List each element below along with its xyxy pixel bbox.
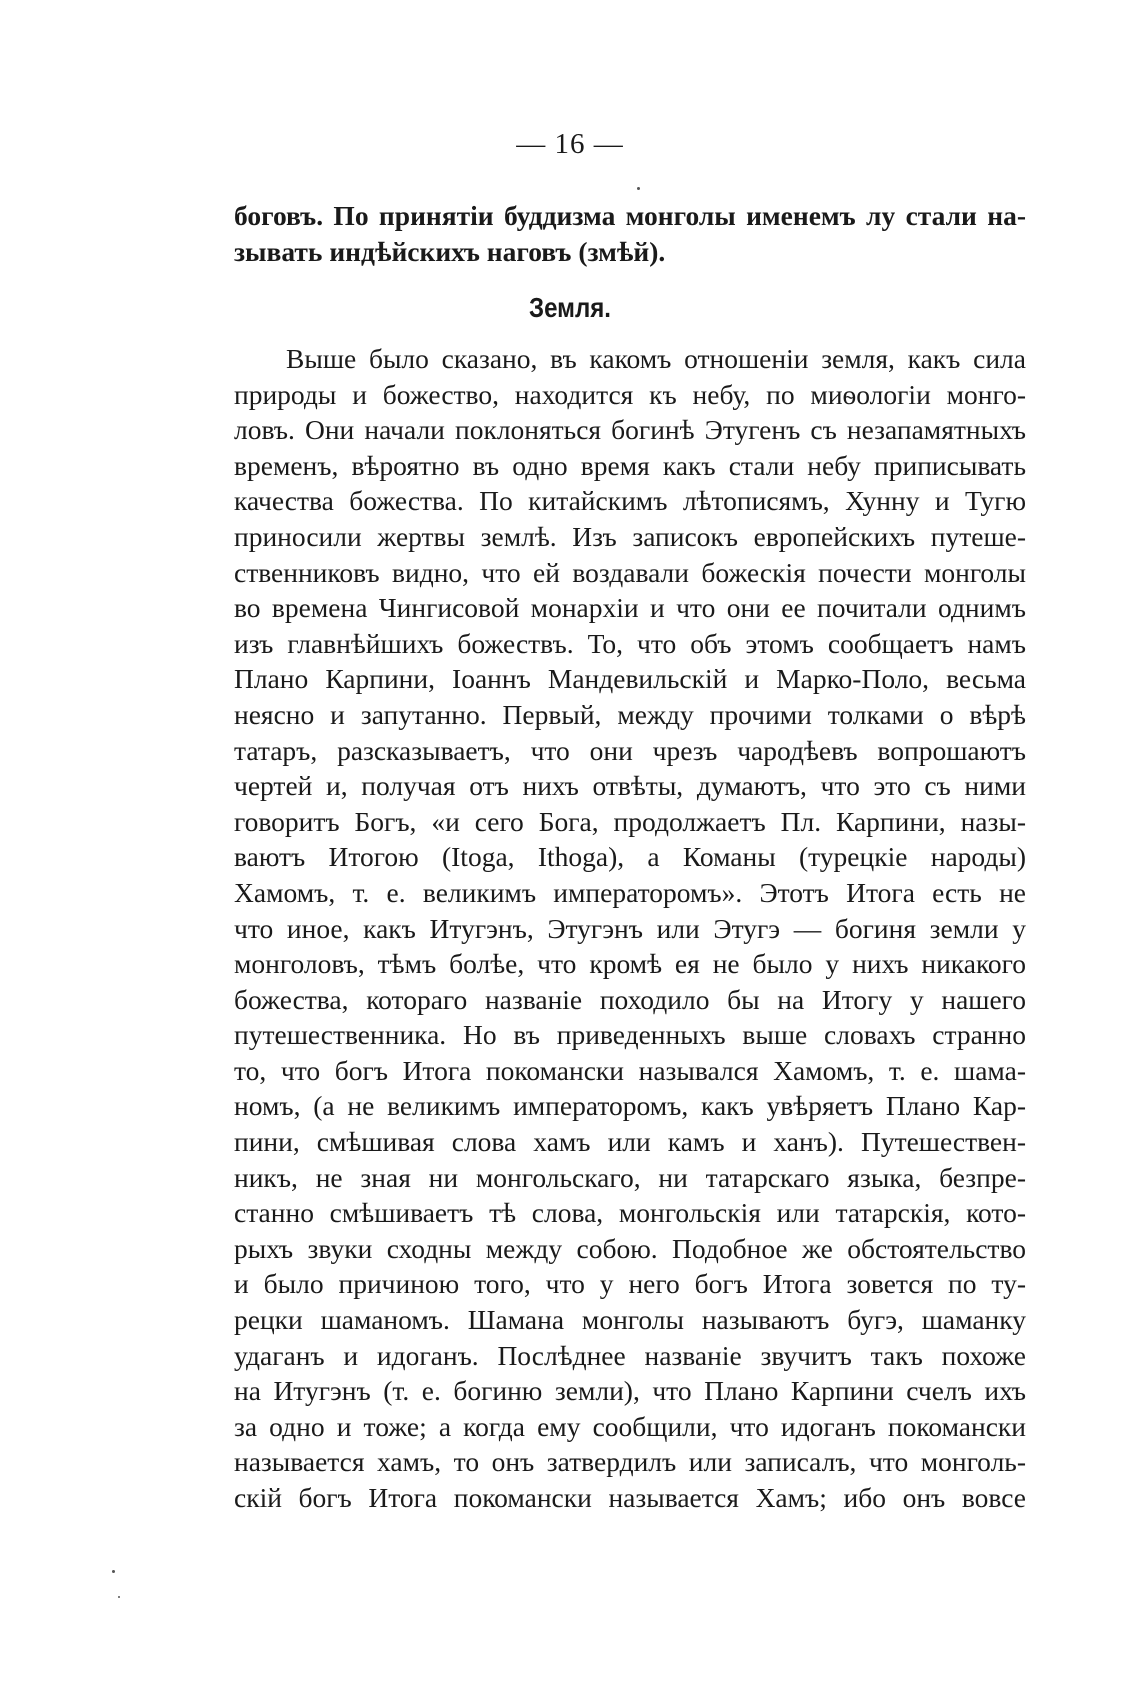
text-line: на Итугэнъ (т. е. богиню земли), что Плано Карпини счелъ ихъ xyxy=(234,1375,1026,1407)
page-number: — 16 — xyxy=(516,128,624,160)
text-line: то, что богъ Итога покомански назывался Хамомъ, т. е. шама- xyxy=(234,1054,1026,1086)
text-line: ваютъ Итогою (Itoga, Ithoga), а Команы (турецкіе народы) xyxy=(234,841,1026,873)
text-line: неясно и запутанно. Первый, между прочими толками о вѣрѣ xyxy=(234,698,1026,730)
text-line: номъ, (а не великимъ императоромъ, какъ увѣряетъ Плано Кар- xyxy=(234,1090,1026,1122)
text-line: ловъ. Они начали поклоняться богинѣ Этугенъ съ незапамятныхъ xyxy=(234,414,1026,446)
text-line: путешественника. Но въ приведенныхъ выше словахъ странно xyxy=(234,1019,1026,1051)
text-line: изъ главнѣйшихъ божествъ. То, что объ этомъ сообщаетъ намъ xyxy=(234,627,1026,659)
text-line: говоритъ Богъ, «и сего Бога, продолжаетъ Пл. Карпини, назы- xyxy=(234,805,1026,837)
text-line: рецки шаманомъ. Шамана монголы называютъ бугэ, шаманку xyxy=(234,1304,1026,1336)
text-line: природы и божество, находится къ небу, по миѳологіи монго- xyxy=(234,378,1026,410)
text-line: Выше было сказано, въ какомъ отношеніи земля, какъ сила xyxy=(286,343,1026,374)
text-line: монголовъ, тѣмъ болѣе, что кромѣ ея не было у нихъ никакого xyxy=(234,948,1026,980)
text-line: зывать индѣйскихъ наговъ (змѣй). xyxy=(234,235,666,267)
text-line: и было причиною того, что у него богъ Итога зовется по ту- xyxy=(234,1268,1026,1300)
body-paragraph xyxy=(234,341,1026,1516)
text-line: божества, котораго названіе походило бы на Итогу у нашего xyxy=(234,983,1026,1015)
text-line: никъ, не зная ни монгольскаго, ни татарскаго языка, безпре- xyxy=(234,1161,1026,1193)
scan-speck xyxy=(637,187,640,190)
text-line: чертей и, получая отъ нихъ отвѣты, думаютъ, что это съ ними xyxy=(234,770,1026,802)
text-line: ственниковъ видно, что ей воздавали божескія почести монголы xyxy=(234,556,1026,588)
text-line: за одно и тоже; а когда ему сообщили, что идоганъ покомански xyxy=(234,1410,1026,1442)
text-line: удаганъ и идоганъ. Послѣднее названіе звучитъ такъ похоже xyxy=(234,1339,1026,1371)
text-line: качества божества. По китайскимъ лѣтописямъ, Хунну и Тугю xyxy=(234,485,1026,517)
text-line: рыхъ звуки сходны между собою. Подобное же обстоятельство xyxy=(234,1232,1026,1264)
text-line: татаръ, разсказываетъ, что они чрезъ чародѣевъ вопрошаютъ xyxy=(234,734,1026,766)
text-line: боговъ. По принятіи буддизма монголы именемъ лу стали на- xyxy=(234,200,1026,231)
text-line: во времена Чингисовой монархіи и что они ее почитали однимъ xyxy=(234,592,1026,624)
text-line: называется хамъ, то онъ затвердилъ или записалъ, что монголь- xyxy=(234,1446,1026,1478)
scan-speck xyxy=(118,1596,120,1598)
text-line: Плано Карпини, Іоаннъ Мандевильскій и Марко-Поло, весьма xyxy=(234,663,1026,695)
text-line: Хамомъ, т. е. великимъ императоромъ». Этотъ Итога есть не xyxy=(234,876,1026,908)
text-line: временъ, вѣроятно въ одно время какъ стали небу приписывать xyxy=(234,449,1026,481)
section-heading: Земля. xyxy=(528,292,612,323)
text-line: станно смѣшиваетъ тѣ слова, монгольскія или татарскія, кото- xyxy=(234,1197,1026,1229)
text-line: приносили жертвы землѣ. Изъ записокъ европейскихъ путеше- xyxy=(234,520,1026,552)
scan-speck xyxy=(112,1570,115,1573)
text-line: пини, смѣшивая слова хамъ или камъ и ханъ). Путешествен- xyxy=(234,1126,1026,1158)
text-line: скій богъ Итога покомански называется Хамъ; ибо онъ вовсе xyxy=(234,1482,1026,1513)
intro-paragraph xyxy=(234,198,1026,269)
text-line: что иное, какъ Итугэнъ, Этугэнъ или Этугэ — богиня земли у xyxy=(234,912,1026,944)
